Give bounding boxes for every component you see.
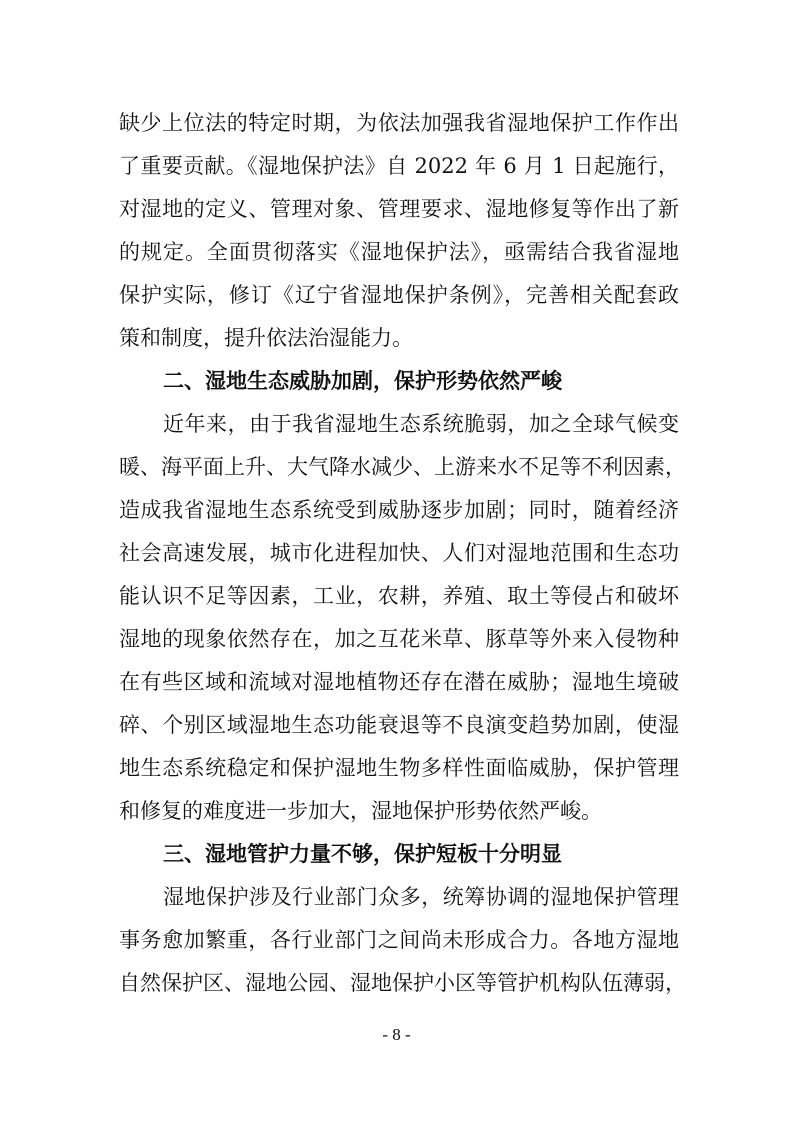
section-heading: 二、湿地生态威胁加剧，保护形势依然严峻 bbox=[163, 369, 562, 393]
body-line: 对湿地的定义、管理对象、管理要求、湿地修复等作出了新 bbox=[119, 197, 679, 221]
body-line: 地生态系统稳定和保护湿地生物多样性面临威胁，保护管理 bbox=[119, 756, 679, 780]
body-line: 了重要贡献。《湿地保护法》自 2022 年 6 月 1 日起施行， bbox=[119, 154, 679, 178]
body-line: 造成我省湿地生态系统受到威胁逐步加剧；同时，随着经济 bbox=[119, 498, 679, 522]
page-number: - 8 - bbox=[382, 1025, 411, 1044]
body-line: 湿地的现象依然存在，加之互花米草、豚草等外来入侵物种 bbox=[119, 627, 679, 651]
body-line: 湿地保护涉及行业部门众多，统筹协调的湿地保护管理 bbox=[163, 885, 679, 909]
body-line: 事务愈加繁重，各行业部门之间尚未形成合力。各地方湿地 bbox=[119, 928, 679, 952]
body-line: 自然保护区、湿地公园、湿地保护小区等管护机构队伍薄弱， bbox=[119, 971, 686, 995]
body-line: 策和制度，提升依法治湿能力。 bbox=[119, 326, 413, 350]
body-line: 保护实际，修订《辽宁省湿地保护条例》，完善相关配套政 bbox=[119, 283, 679, 307]
body-line: 能认识不足等因素，工业，农耕，养殖、取土等侵占和破坏 bbox=[119, 584, 679, 608]
body-line: 缺少上位法的特定时期，为依法加强我省湿地保护工作作出 bbox=[119, 111, 679, 135]
body-line: 暖、海平面上升、大气降水减少、上游来水不足等不利因素， bbox=[119, 455, 686, 479]
body-line: 的规定。全面贯彻落实《湿地保护法》，亟需结合我省湿地 bbox=[119, 240, 679, 264]
body-line: 在有些区域和流域对湿地植物还存在潜在威胁；湿地生境破 bbox=[119, 670, 679, 694]
section-heading: 三、湿地管护力量不够，保护短板十分明显 bbox=[163, 842, 562, 866]
body-line: 近年来，由于我省湿地生态系统脆弱，加之全球气候变 bbox=[163, 412, 679, 436]
body-line: 社会高速发展，城市化进程加快、人们对湿地范围和生态功 bbox=[119, 541, 679, 565]
body-line: 碎、个别区域湿地生态功能衰退等不良演变趋势加剧，使湿 bbox=[119, 713, 679, 737]
body-line: 和修复的难度进一步加大，湿地保护形势依然严峻。 bbox=[119, 799, 602, 823]
